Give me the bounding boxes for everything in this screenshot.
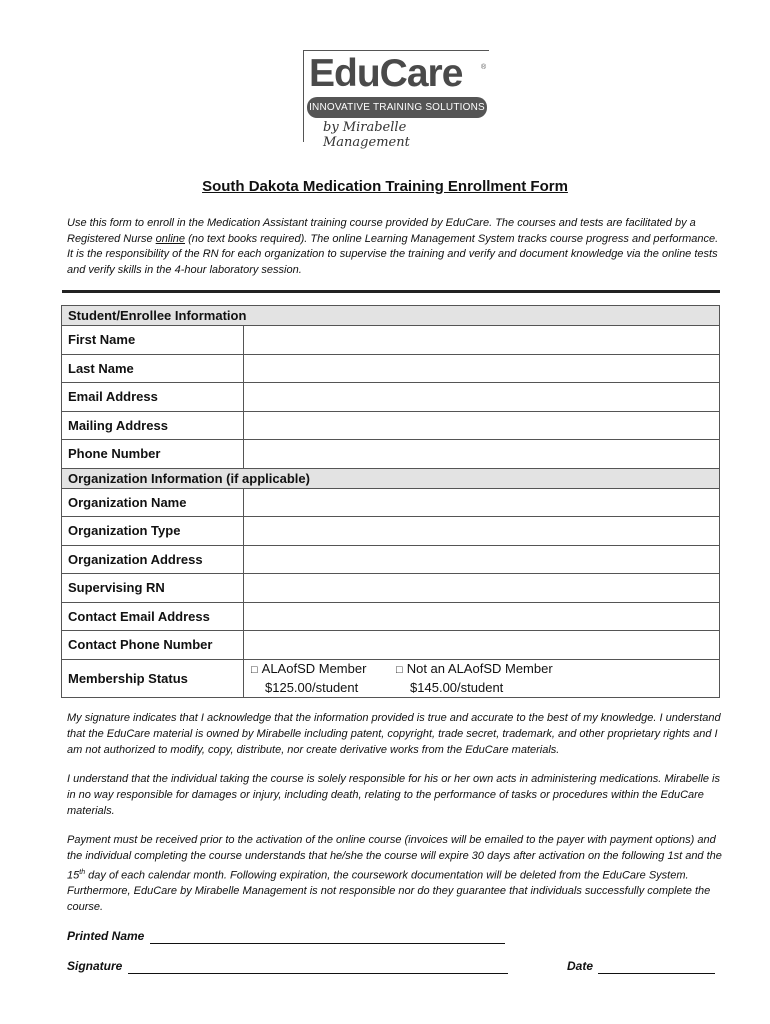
first-name-label: First Name [62, 326, 244, 355]
member-option[interactable] [251, 660, 366, 697]
contact-phone-label: Contact Phone Number [62, 631, 244, 660]
non-member-option-label: Not an ALAofSD Member [406, 660, 553, 676]
logo-wordmark: EduCare [309, 52, 463, 95]
payment-paragraph [67, 833, 722, 916]
phone-number-field[interactable] [244, 440, 720, 469]
payment-superscript: th [79, 868, 86, 876]
member-price: $125.00/student [265, 679, 359, 695]
contact-email-field[interactable] [244, 602, 720, 631]
organization-section-header: Organization Information (if applicable) [62, 468, 720, 488]
contact-phone-field[interactable] [244, 631, 720, 660]
acknowledgement-paragraph: My signature indicates that I acknowledge that the information provided is true and accurate to the best of my knowledge. I understand that the EduCare material is owned by Mirabelle including patent, copyright, trade secret, trademark, and other proprietary rights and I am not authorized to modify, copy, distribute, nor create derivative works from the EduCare materials. [67, 712, 721, 756]
intro-text-after: (no text books required). The online Learning Management System tracks course progress and performance. It is the responsibility of the RN for each organization to supervise the training and verify and document knowledge via the online tests and verify skills in the 4-hour laboratory session. [67, 232, 719, 276]
payment-text-a: Payment must be received prior to the activation of the online course (invoices will be emailed to the payer with payment options) and the individual completing the course understands that he/she the course will expire 30 days after activation on the following 1st and the 15 [67, 834, 722, 882]
organization-type-field[interactable] [244, 517, 720, 546]
section-divider [62, 290, 720, 293]
organization-name-field[interactable] [244, 488, 720, 517]
first-name-field[interactable] [244, 326, 720, 355]
phone-number-label: Phone Number [62, 440, 244, 469]
logo-tagline: INNOVATIVE TRAINING SOLUTIONS [307, 97, 487, 118]
logo-rule-vertical [303, 50, 304, 142]
organization-name-label: Organization Name [62, 488, 244, 517]
intro-online-link-text: online [155, 232, 186, 245]
mailing-address-field[interactable] [244, 411, 720, 440]
supervising-rn-field[interactable] [244, 574, 720, 603]
educare-logo [303, 50, 489, 150]
logo-byline: by Mirabelle Management [323, 120, 410, 150]
printed-name-row [67, 929, 505, 944]
signature-line[interactable] [128, 959, 508, 974]
responsibility-paragraph: I understand that the individual taking the course is solely responsible for his or her own acts in administering medications. Mirabelle is in no way responsible for damages or injury, including death, relating to the performance of tasks or procedures within the EduCare materials. [67, 773, 721, 817]
last-name-label: Last Name [62, 354, 244, 383]
supervising-rn-label: Supervising RN [62, 574, 244, 603]
email-address-field[interactable] [244, 383, 720, 412]
date-line[interactable] [598, 959, 715, 974]
organization-type-label: Organization Type [62, 517, 244, 546]
non-member-option[interactable] [396, 660, 553, 697]
non-member-price: $145.00/student [410, 679, 504, 695]
last-name-field[interactable] [244, 354, 720, 383]
logo-rule-horizontal [303, 50, 489, 51]
intro-text-before: Use this form to enroll in the Medication Assistant training course provided by EduCare. The courses and tests are facilitated by a Registered Nurse [67, 217, 696, 245]
membership-options [244, 659, 720, 697]
logo-registered-mark: ® [481, 64, 487, 71]
signature-label: Signature [67, 959, 123, 973]
member-option-label: ALAofSD Member [261, 660, 367, 676]
contact-email-label: Contact Email Address [62, 602, 244, 631]
mailing-address-label: Mailing Address [62, 411, 244, 440]
email-address-label: Email Address [62, 383, 244, 412]
membership-status-label: Membership Status [62, 659, 244, 697]
enrollment-table [61, 305, 720, 698]
date-label: Date [567, 959, 594, 973]
date-row [567, 959, 715, 974]
non-member-checkbox[interactable]: □ [396, 663, 403, 676]
payment-text-b: day of each calendar month. Following expiration, the coursework documentation will be deleted from the EduCare System. Furthermore, EduCare by Mirabelle Management is not responsible nor do they guarantee that individuals successfully complete the course. [67, 869, 711, 913]
printed-name-line[interactable] [150, 929, 505, 944]
member-checkbox[interactable]: □ [251, 663, 258, 676]
organization-address-field[interactable] [244, 545, 720, 574]
student-section-header: Student/Enrollee Information [62, 306, 720, 326]
signature-row [67, 959, 508, 974]
form-title: South Dakota Medication Training Enrollment Form [202, 178, 568, 195]
intro-paragraph [67, 216, 722, 278]
printed-name-label: Printed Name [67, 929, 145, 943]
organization-address-label: Organization Address [62, 545, 244, 574]
